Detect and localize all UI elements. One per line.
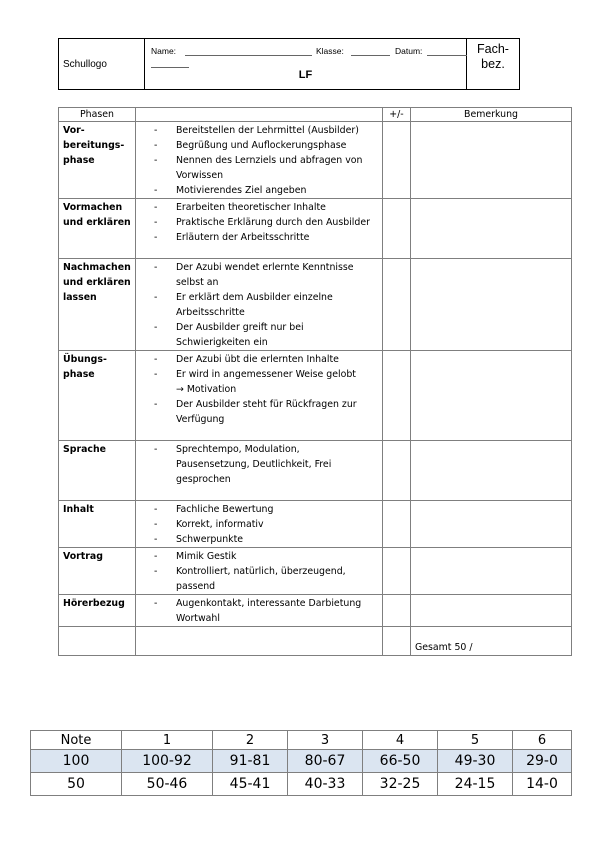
score-cell[interactable] [383,501,411,548]
grade-range-cell: 80-67 [288,750,363,773]
score-cell[interactable] [383,351,411,441]
criteria-item: - Mimik Gestik [154,549,378,564]
criteria-item: - Kontrolliert, natürlich, überzeugend, [154,564,378,579]
criteria-item: - Schwerpunkte [154,532,378,547]
grade-header-cell: 5 [438,731,513,750]
score-cell[interactable] [383,441,411,501]
criteria-cell [136,122,383,199]
grade-row [31,750,572,773]
table-row [59,441,572,501]
grade-range-cell: 100-92 [122,750,213,773]
criteria-item: - Begrüßung und Auflockerungsphase [154,138,378,153]
phase-label [59,122,136,199]
empty-cell [136,627,383,656]
criteria-cell [136,441,383,501]
grade-range-cell: 50-46 [122,773,213,796]
grade-range-cell: 24-15 [438,773,513,796]
grade-header-cell: 2 [213,731,288,750]
phase-label [59,595,136,627]
phase-label-line: Hörerbezug [63,598,125,609]
remark-cell[interactable] [411,441,572,501]
remark-cell[interactable] [411,199,572,259]
criteria-item: gesprochen [176,474,231,485]
phase-label [59,501,136,548]
criteria-cell [136,501,383,548]
score-cell[interactable] [383,548,411,595]
score-cell[interactable] [383,199,411,259]
grade-range-cell: 66-50 [363,750,438,773]
criteria-cell [136,548,383,595]
grade-range-cell: 45-41 [213,773,288,796]
phase-label [59,441,136,501]
score-cell[interactable] [383,122,411,199]
empty-cell [59,627,136,656]
phase-label-line: Übungs- [63,354,107,365]
name-field[interactable] [185,55,312,56]
table-header-row [59,108,572,122]
evaluation-table [58,107,572,656]
criteria-item: Verfügung [176,414,225,425]
grade-header-cell: 6 [513,731,572,750]
remark-cell[interactable] [411,548,572,595]
phase-label-line: Sprache [63,444,107,455]
criteria-item: Pausensetzung, Deutlichkeit, Frei [176,459,332,470]
remark-cell[interactable] [411,259,572,351]
points-total-cell: 50 [31,773,122,796]
fach-bez [467,39,519,89]
remark-cell[interactable] [411,351,572,441]
criteria-item: - Korrekt, informativ [154,517,378,532]
total-row [59,627,572,656]
criteria-item: passend [176,581,216,592]
fach-bez-line1: Fach- [477,42,509,56]
criteria-item: - Der Ausbilder steht für Rückfragen zur [154,397,378,412]
table-row [59,595,572,627]
klasse-field[interactable] [351,55,390,56]
criteria-item: - Praktische Erklärung durch den Ausbilder [154,215,378,230]
criteria-item: - Er wird in angemessener Weise gelobt [154,367,378,382]
table-row [59,501,572,548]
phase-label-line: und erklären [63,277,131,288]
klasse-label: Klasse: [316,46,344,56]
lf-label: LF [298,69,313,81]
school-logo-placeholder: Schullogo [59,39,145,89]
phase-label-line: Vor- [63,125,85,136]
datum-field-continued[interactable] [151,67,189,68]
table-row [59,351,572,441]
grade-range-cell: 14-0 [513,773,572,796]
criteria-item: - Bereitstellen der Lehrmittel (Ausbilder) [154,123,378,138]
grade-range-cell: 91-81 [213,750,288,773]
col-header-content [136,108,383,122]
table-row [59,548,572,595]
criteria-item: Schwierigkeiten ein [176,337,268,348]
remark-cell[interactable] [411,122,572,199]
criteria-item: - Der Azubi wendet erlernte Kenntnisse [154,260,378,275]
criteria-item: Arbeitsschritte [176,307,245,318]
criteria-item: - Erläutern der Arbeitsschritte [154,230,378,245]
col-header-phasen: Phasen [59,108,136,122]
table-row [59,259,572,351]
grade-range-cell: 32-25 [363,773,438,796]
gesamt-label: Gesamt 50 / [411,627,572,656]
score-cell[interactable] [383,595,411,627]
score-cell[interactable] [383,259,411,351]
grade-header-cell: 3 [288,731,363,750]
phase-label-line: lassen [63,292,97,303]
criteria-item: → Motivation [176,384,237,395]
header-box [58,38,520,90]
criteria-item: selbst an [176,277,219,288]
datum-label: Datum: [395,46,423,56]
grade-row [31,773,572,796]
criteria-cell [136,351,383,441]
criteria-item: - Nennen des Lernziels und abfragen von [154,153,378,168]
phase-label-line: phase [63,155,95,166]
table-row [59,122,572,199]
criteria-cell [136,595,383,627]
name-label: Name: [151,46,177,56]
score-total-cell[interactable] [383,627,411,656]
grade-header-cell: Note [31,731,122,750]
grade-header-row [31,731,572,750]
phase-label [59,351,136,441]
datum-field[interactable] [427,55,467,56]
phase-label [59,199,136,259]
points-total-cell: 100 [31,750,122,773]
criteria-item: Wortwahl [176,613,220,624]
grade-range-cell: 49-30 [438,750,513,773]
col-header-bemerkung: Bemerkung [411,108,572,122]
grade-range-cell: 40-33 [288,773,363,796]
criteria-item: - Erarbeiten theoretischer Inhalte [154,200,378,215]
criteria-item: Vorwissen [176,170,224,181]
criteria-item: - Er erklärt dem Ausbilder einzelne [154,290,378,305]
phase-label [59,548,136,595]
student-info [145,39,467,89]
criteria-cell [136,199,383,259]
phase-label-line: phase [63,369,95,380]
criteria-item: - Fachliche Bewertung [154,502,378,517]
criteria-item: - Sprechtempo, Modulation, [154,442,378,457]
phase-label-line: bereitungs- [63,140,125,151]
fach-bez-line2: bez. [481,57,505,71]
col-header-plusminus: +/- [383,108,411,122]
criteria-item: - Der Azubi übt die erlernten Inhalte [154,352,378,367]
remark-cell[interactable] [411,501,572,548]
phase-label-line: Inhalt [63,504,94,515]
phase-label-line: und erklären [63,217,131,228]
phase-label-line: Vormachen [63,202,123,213]
grade-header-cell: 1 [122,731,213,750]
phase-label [59,259,136,351]
grade-table [30,730,572,796]
criteria-item: - Augenkontakt, interessante Darbietung [154,596,378,611]
grade-range-cell: 29-0 [513,750,572,773]
phase-label-line: Vortrag [63,551,103,562]
criteria-item: - Der Ausbilder greift nur bei [154,320,378,335]
remark-cell[interactable] [411,595,572,627]
grade-header-cell: 4 [363,731,438,750]
criteria-cell [136,259,383,351]
criteria-item: - Motivierendes Ziel angeben [154,183,378,198]
phase-label-line: Nachmachen [63,262,131,273]
table-row [59,199,572,259]
